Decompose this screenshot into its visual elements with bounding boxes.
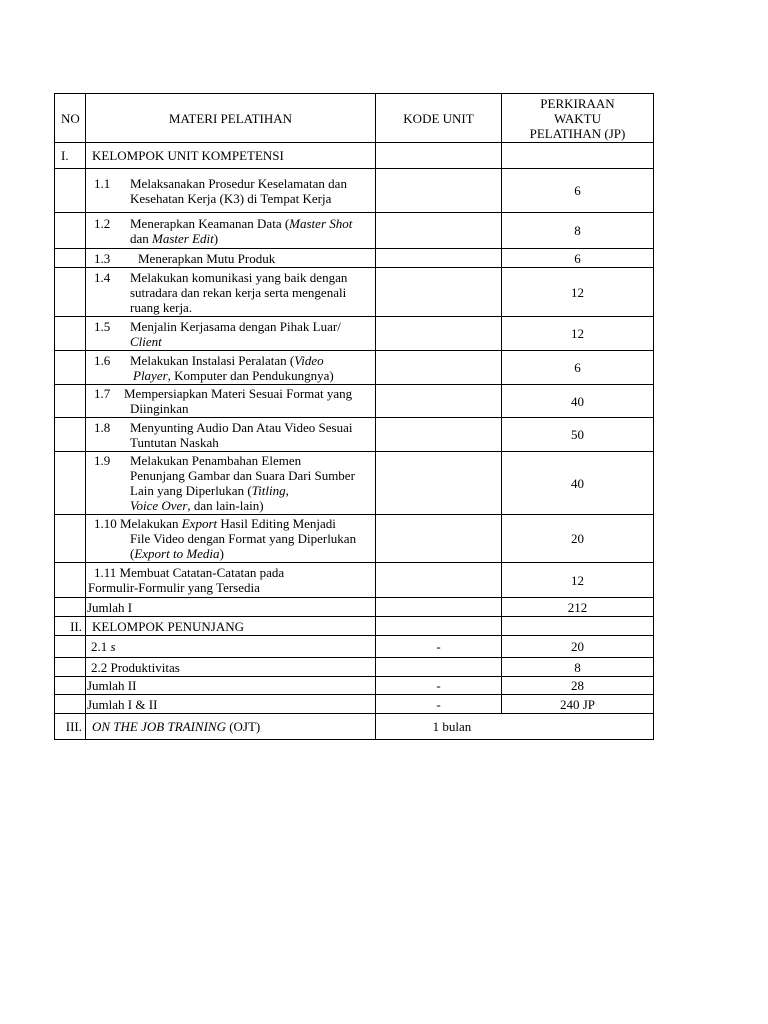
total-label: Jumlah I & II [86,695,376,714]
item-number: 1.11 [94,565,117,580]
table-row [55,385,654,418]
subtotal-row [55,598,654,617]
materi-cell [86,213,376,249]
item-text-italic: Client [130,333,162,349]
section-number: I. [55,143,86,169]
materi-cell [86,385,376,418]
table-row [55,636,654,658]
item-number: 1.3 [94,250,111,266]
total-row [55,695,654,714]
table-row [55,249,654,268]
item-text: Diinginkan [130,401,189,416]
subtotal-kode: - [376,677,502,695]
item-text: ) [219,546,224,561]
jp-cell: 20 [502,515,654,563]
item-number: 1.10 [94,516,117,531]
section-title-italic: ON THE JOB TRAINING [92,719,226,734]
table-row [55,213,654,249]
item-text: Menerapkan Mutu Produk [138,250,276,266]
item-text-italic: Video [294,352,324,368]
item-text: Menjalin Kerjasama dengan Pihak Luar/ [130,318,341,334]
item-text-italic: s [110,639,116,654]
section-row [55,714,654,740]
item-text: Kesehatan Kerja (K3) di Tempat Kerja [130,190,332,206]
jp-cell: 12 [502,563,654,598]
subtotal-jp: 28 [502,677,654,695]
item-text: Hasil Editing Menjadi [217,516,336,531]
kode-cell: - [376,636,502,658]
subtotal-label: Jumlah II [86,677,376,695]
item-text: Melakukan Penambahan Elemen [130,453,302,468]
materi-cell [86,268,376,317]
jp-cell: 8 [502,658,654,677]
item-text: sutradara dan rekan kerja serta mengenali [130,284,347,300]
section-title-suffix: (OJT) [225,719,261,734]
item-text-italic: Titling [251,483,286,498]
materi-cell [86,418,376,452]
ojt-duration-text: 1 bulan [432,719,472,734]
materi-cell [86,317,376,351]
item-text: Mempersiapkan Materi Sesuai Format yang [124,386,353,401]
table-header-row [55,94,654,143]
item-number: 1.6 [94,352,111,368]
training-table [54,93,654,740]
table-row [55,268,654,317]
header-materi: MATERI PELATIHAN [86,94,376,143]
item-number: 1.2 [94,215,111,231]
table-row [55,351,654,385]
table-row [55,658,654,677]
item-number: 1.8 [94,419,111,435]
section-title: KELOMPOK UNIT KOMPETENSI [86,143,376,169]
jp-cell: 12 [502,317,654,351]
header-no: NO [55,94,86,143]
table-row [55,317,654,351]
materi-cell [86,563,376,598]
section-number: II. [55,617,86,636]
ojt-duration [376,714,654,740]
subtotal-row [55,677,654,695]
item-text: , [285,483,289,498]
item-text: ) [213,230,219,246]
item-number: 2.1 [91,639,108,654]
item-number: 1.1 [94,175,111,191]
item-text-italic: Master Edit [152,230,214,246]
jp-cell: 40 [502,452,654,515]
section-title: KELOMPOK PENUNJANG [86,617,376,636]
total-kode: - [376,695,502,714]
item-text: Lain yang Diperlukan ( [130,483,252,498]
item-number: 1.9 [94,453,111,468]
item-text-italic: Master Shot [289,215,353,231]
section-row [55,617,654,636]
item-number: 1.5 [94,318,111,334]
jp-cell: 6 [502,169,654,213]
item-text: Membuat Catatan-Catatan pada [119,565,285,580]
materi-cell [86,452,376,515]
item-text: Menyunting Audio Dan Atau Video Sesuai [130,419,353,435]
section-row [55,143,654,169]
item-number: 1.7 [94,386,111,401]
item-text: Formulir-Formulir yang Tersedia [88,580,260,595]
table-row [55,563,654,598]
item-text-italic: Voice Over [130,498,188,513]
materi-cell [86,351,376,385]
item-text: ruang kerja. [130,299,193,315]
item-text-italic: Export to Media [134,546,220,561]
item-number: 1.4 [94,269,111,285]
table-row [55,515,654,563]
section-number: III. [55,714,86,740]
table-row [55,418,654,452]
item-text: , dan lain-lain) [187,498,264,513]
item-text-italic: Export [181,516,218,531]
jp-cell: 8 [502,213,654,249]
header-waktu-line3: PELATIHAN (JP) [529,125,626,141]
materi-cell [86,169,376,213]
item-text: Tuntutan Naskah [130,434,219,450]
header-waktu-line2: WAKTU [554,110,601,126]
header-waktu [502,94,654,143]
jp-cell: 40 [502,385,654,418]
item-text-italic: Player [133,367,168,383]
materi-cell: 2.2 Produktivitas [86,658,376,677]
materi-cell [86,249,376,268]
item-text: Menerapkan Keamanan Data ( [130,215,290,231]
materi-cell [86,636,376,658]
item-text: ( [130,546,135,561]
header-waktu-line1: PERKIRAAN [540,95,615,111]
section-title [86,714,376,740]
jp-cell: 12 [502,268,654,317]
header-kode: KODE UNIT [376,94,502,143]
table-row [55,452,654,515]
jp-cell: 50 [502,418,654,452]
materi-cell [86,515,376,563]
item-text: Melakukan komunikasi yang baik dengan [130,269,348,285]
item-text: Melakukan Instalasi Peralatan ( [130,352,295,368]
jp-cell: 6 [502,351,654,385]
jp-cell: 6 [502,249,654,268]
subtotal-jp: 212 [502,598,654,617]
item-text: dan [130,230,153,246]
total-jp: 240 JP [502,695,654,714]
item-text: File Video dengan Format yang Diperlukan [130,531,357,546]
item-text: Penunjang Gambar dan Suara Dari Sumber [130,468,355,483]
subtotal-label: Jumlah I [86,598,376,617]
table-row [55,169,654,213]
item-text: Melaksanakan Prosedur Keselamatan dan [130,175,347,191]
item-text: Melakukan [120,516,182,531]
jp-cell: 20 [502,636,654,658]
item-text: , Komputer dan Pendukungnya) [167,367,334,383]
